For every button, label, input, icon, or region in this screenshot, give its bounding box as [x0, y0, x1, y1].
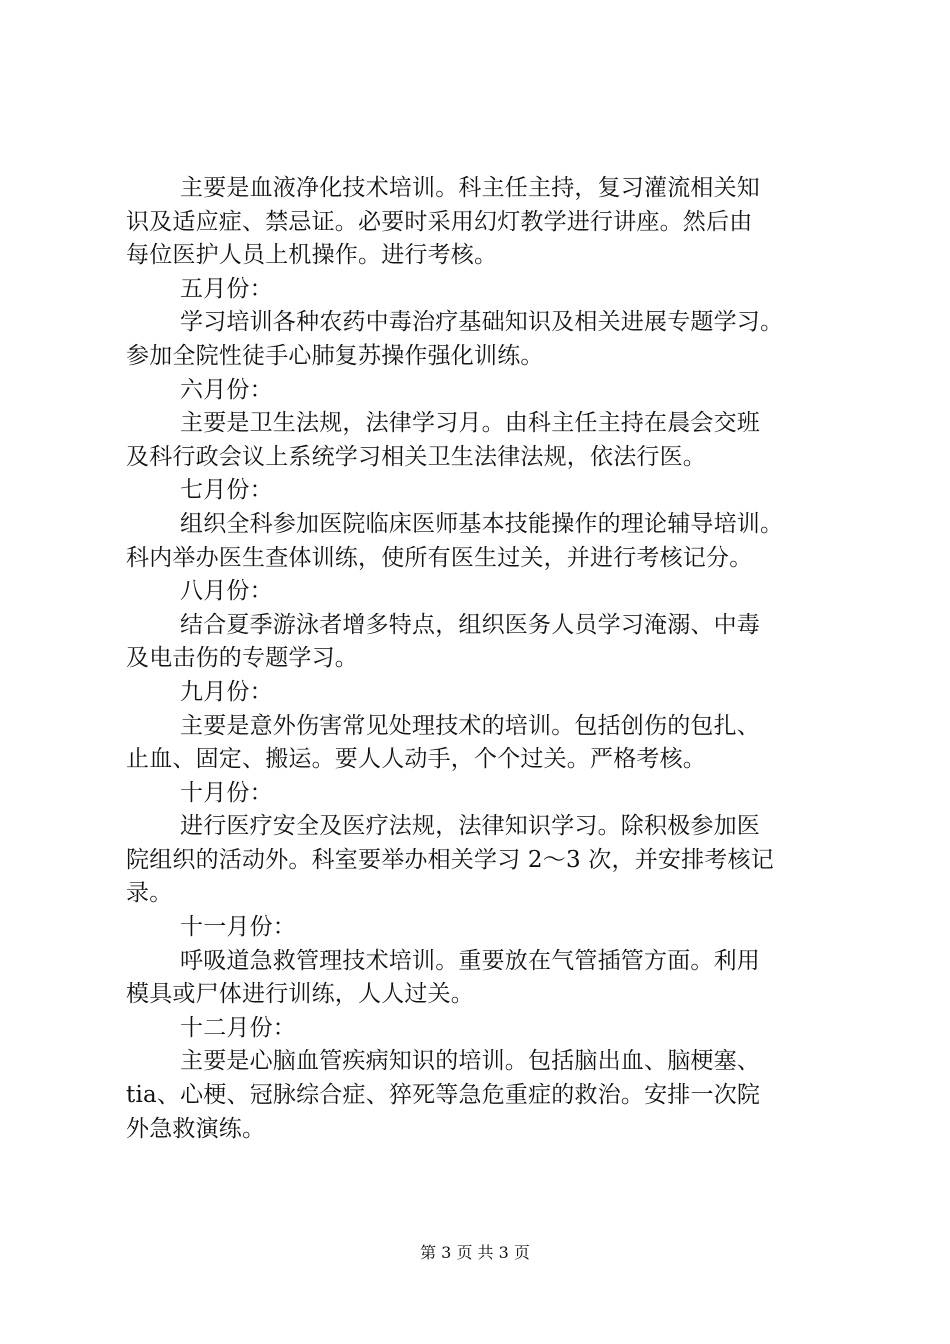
month-heading: 五月份： — [180, 275, 273, 302]
body-text-line: 模具或尸体进行训练，人人过关。 — [126, 981, 474, 1008]
month-heading: 十二月份： — [180, 1014, 296, 1041]
body-text-line: 学习培训各种农药中毒治疗基础知识及相关进展专题学习。 — [180, 309, 784, 336]
body-text-line: 主要是卫生法规，法律学习月。由科主任主持在晨会交班 — [180, 410, 760, 437]
body-text-line: 结合夏季游泳者增多特点，组织医务人员学习淹溺、中毒 — [180, 611, 760, 638]
body-text-line: 参加全院性徒手心肺复苏操作强化训练。 — [126, 342, 544, 369]
month-heading: 十月份： — [180, 779, 273, 806]
body-text-line: tia、心梗、冠脉综合症、猝死等急危重症的救治。安排一次院 — [126, 1082, 761, 1109]
month-heading: 九月份： — [180, 678, 273, 705]
body-text-line: 及电击伤的专题学习。 — [126, 645, 358, 672]
month-heading: 十一月份： — [180, 914, 296, 941]
month-heading: 七月份： — [180, 477, 273, 504]
body-text-line: 识及适应症、禁忌证。必要时采用幻灯教学进行讲座。然后由 — [126, 208, 753, 235]
body-text-line: 每位医护人员上机操作。进行考核。 — [126, 242, 498, 269]
page-footer: 第 3 页 共 3 页 — [420, 1243, 530, 1262]
body-text-line: 主要是血液净化技术培训。科主任主持，复习灌流相关知 — [180, 175, 760, 201]
body-text-line: 止血、固定、搬运。要人人动手，个个过关。严格考核。 — [126, 746, 706, 773]
body-text-line: 录。 — [126, 880, 173, 907]
body-text-line: 进行医疗安全及医疗法规，法律知识学习。除积极参加医 — [180, 813, 760, 840]
body-text-line: 主要是意外伤害常见处理技术的培训。包括创伤的包扎、 — [180, 712, 760, 739]
body-text-line: 外急救演练。 — [126, 1115, 266, 1142]
month-heading: 八月份： — [180, 578, 273, 605]
body-text-line: 科内举办医生查体训练，使所有医生过关，并进行考核记分。 — [126, 544, 753, 571]
document-body — [126, 172, 838, 1146]
body-text-line: 主要是心脑血管疾病知识的培训。包括脑出血、脑梗塞、 — [180, 1048, 760, 1075]
body-text-line: 组织全科参加医院临床医师基本技能操作的理论辅导培训。 — [180, 510, 784, 537]
body-text-line: 院组织的活动外。科室要举办相关学习 2～3 次，并安排考核记 — [126, 846, 774, 873]
body-text-line: 呼吸道急救管理技术培训。重要放在气管插管方面。利用 — [180, 947, 760, 974]
month-heading: 六月份： — [180, 376, 273, 403]
body-text-line: 及科行政会议上系统学习相关卫生法律法规，依法行医。 — [126, 443, 706, 470]
